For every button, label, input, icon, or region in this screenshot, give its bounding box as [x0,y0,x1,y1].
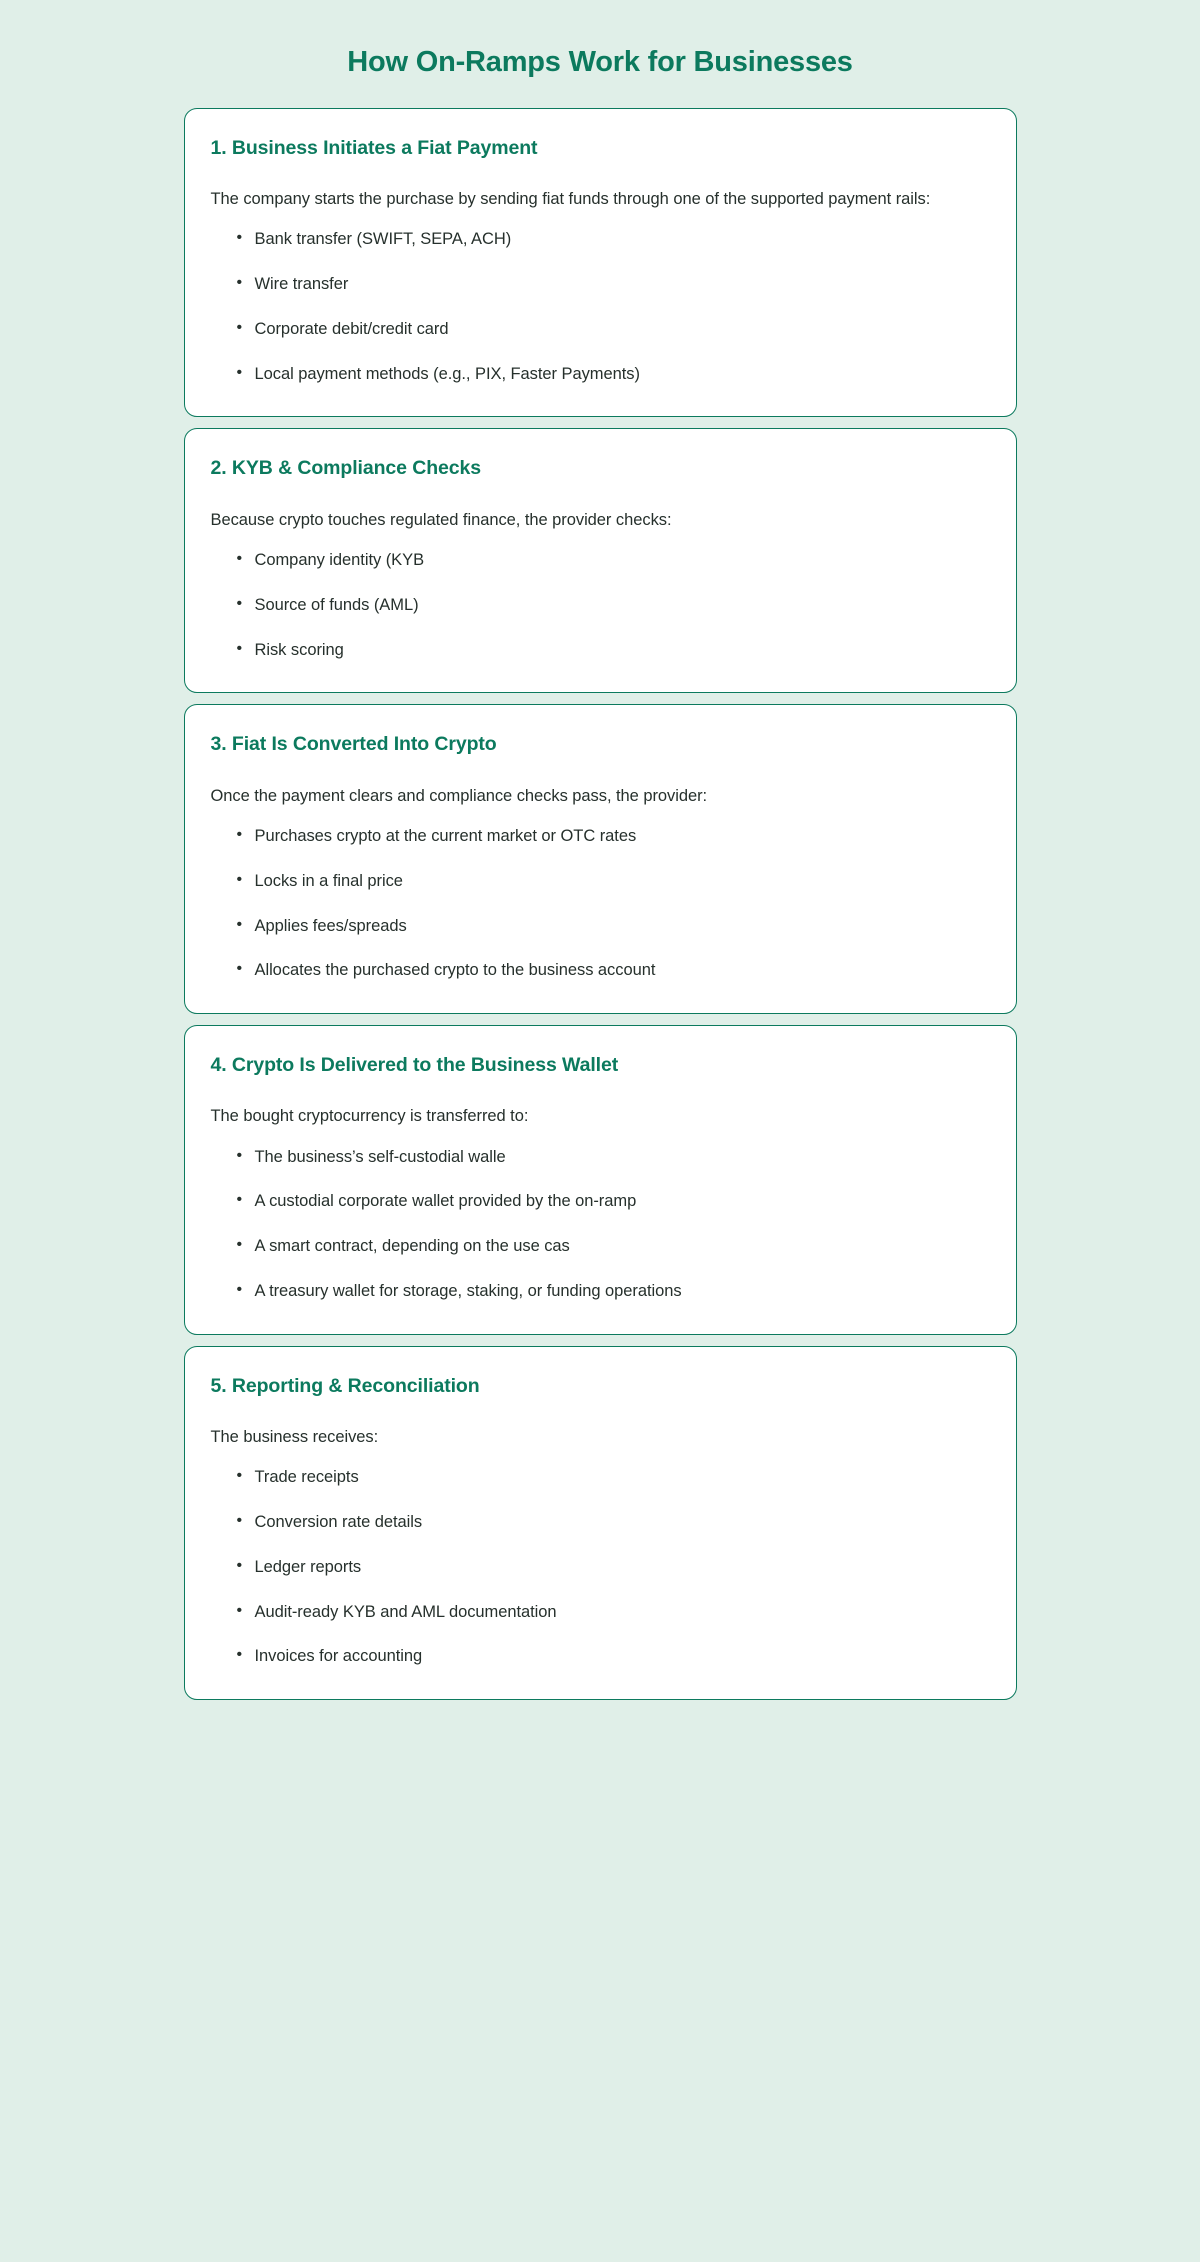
step-card-heading: 1. Business Initiates a Fiat Payment [210,136,538,159]
step-card [184,428,1017,693]
step-card-heading: 4. Crypto Is Delivered to the Business Wallet [210,1054,619,1076]
bullet-item: • A smart contract, depending on the use cas [237,1234,990,1259]
step-card [184,1025,1017,1335]
bullet-item: • Local payment methods (e.g., PIX, Faster Payments) [237,362,990,387]
content-container [184,0,1017,1790]
bullet-item: • A custodial corporate wallet provided by the on-ramp [237,1189,990,1214]
bullet-item: • Conversion rate details [237,1510,990,1535]
bullet-item: • Applies fees/spreads [237,914,990,939]
bullet-item: • Source of funds (AML) [237,593,990,618]
step-card-intro: The bought cryptocurrency is transferred to: [210,1107,529,1126]
step-card [184,108,1017,418]
bullet-item: • Allocates the purchased crypto to the business account [237,958,990,983]
bullet-item: • A treasury wallet for storage, staking, or funding operations [237,1279,990,1304]
step-card-bullet-list [211,1145,990,1304]
step-card-intro: Because crypto touches regulated finance, the provider checks: [210,510,672,529]
step-card-heading: 2. KYB & Compliance Checks [210,457,481,480]
step-card-intro: The business receives: [210,1428,379,1446]
bullet-item: • The business’s self-custodial walle [237,1145,990,1170]
bullet-item: • Purchases crypto at the current market or OTC rates [237,824,990,849]
step-card-heading: 3. Fiat Is Converted Into Crypto [210,733,497,756]
step-card [184,704,1017,1014]
bullet-item: • Wire transfer [237,272,990,297]
step-card-intro: The company starts the purchase by sending fiat funds through one of the supported payment rails: [210,190,931,208]
step-card-intro: Once the payment clears and compliance checks pass, the provider: [210,786,708,805]
bullet-item: • Invoices for accounting [237,1644,990,1669]
bullet-item: • Ledger reports [237,1555,990,1580]
bullet-item: • Corporate debit/credit card [237,317,990,342]
bullet-item: • Trade receipts [237,1465,990,1490]
step-card-list [184,108,1017,1790]
bullet-item: • Audit-ready KYB and AML documentation [237,1600,990,1625]
bullet-item: • Company identity (KYB [237,548,990,573]
step-card-bullet-list [211,824,990,983]
step-card-bullet-list [211,227,990,386]
step-card [184,1346,1017,1700]
bullet-item: • Bank transfer (SWIFT, SEPA, ACH) [237,227,990,252]
step-card-heading: 5. Reporting & Reconciliation [210,1374,480,1397]
bullet-item: • Locks in a final price [237,869,990,894]
step-card-bullet-list [211,548,990,662]
step-card-bullet-list [211,1465,990,1669]
page-title: How On-Ramps Work for Businesses [347,46,853,78]
bullet-item: • Risk scoring [237,638,990,663]
